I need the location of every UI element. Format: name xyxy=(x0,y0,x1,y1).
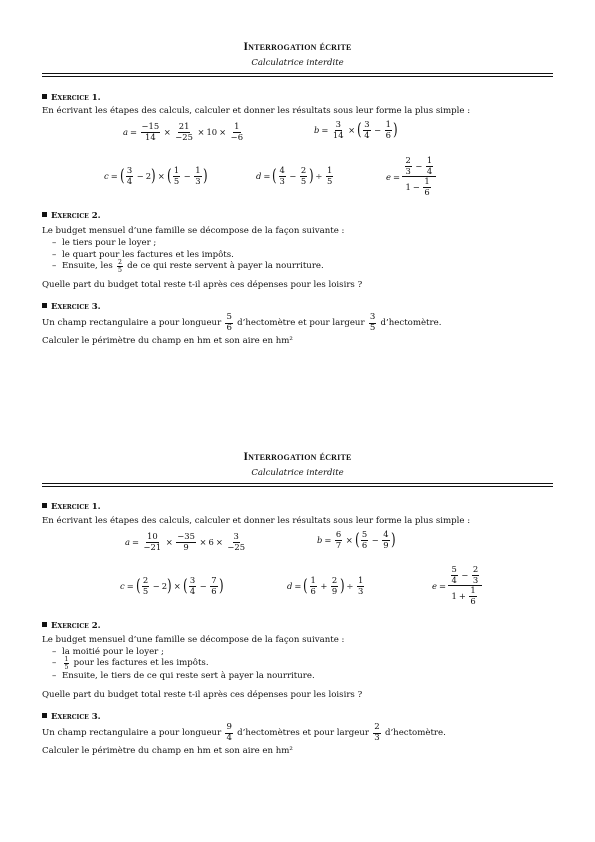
expression-c: c = ( $\frac{2}{5}$ − 2 ) × ( $\frac{3}{4}$ − $\frac{7}{6}$ ) xyxy=(120,575,224,596)
expression-b: b = $\frac{3}{14}$ × ( $\frac{3}{4}$ − $\frac{1}{6}$ ) xyxy=(314,119,399,140)
exercise-2-heading: Exercice 2. xyxy=(42,211,101,221)
page-subtitle: Calculatrice interdite xyxy=(251,468,344,478)
expression-e: e = $\frac{5}{4}$ − $\frac{2}{3}$ 1 + $\frac{1}{6}$ xyxy=(432,565,482,607)
exercise-3-statement: Un champ rectangulaire a pour longueur $\frac{5}{6}$ d’hectomètre et pour largeur $\frac{3}{5}$ d’hectomètre. xyxy=(42,312,442,333)
header-rule xyxy=(42,76,553,77)
exercise-2-intro: Le budget mensuel d’une famille se décompose de la façon suivante : xyxy=(42,226,345,236)
exercise-3-statement: Un champ rectangulaire a pour longueur $\frac{9}{4}$ d’hectomètres et pour largeur $\frac{2}{3}$ d’hectomètre. xyxy=(42,722,446,743)
expression-e: e = $\frac{2}{3}$ − $\frac{1}{4}$ 1 − $\frac{1}{6}$ xyxy=(386,156,436,198)
list-item: – Ensuite, le tiers de ce qui reste sert à payer la nourriture. xyxy=(52,671,315,681)
header-rule xyxy=(42,486,553,487)
exercise-3-heading: Exercice 3. xyxy=(42,712,101,722)
expression-d: d = ( $\frac{4}{3}$ − $\frac{2}{5}$ ) ÷ $\frac{1}{5}$ xyxy=(256,165,333,186)
page-title: Interrogation écrite xyxy=(243,41,352,53)
expression-a: a = $\frac{10}{-21}$ × $\frac{-35}{9}$ × 6 × $\frac{3}{-25}$ xyxy=(125,531,246,552)
exercise-1-heading: Exercice 1. xyxy=(42,502,101,512)
exercise-2-heading: Exercice 2. xyxy=(42,621,101,631)
exercise-3-question: Calculer le périmètre du champ en hm et son aire en hm² xyxy=(42,336,293,346)
exercise-1-instruction: En écrivant les étapes des calculs, calculer et donner les résultats sous leur forme la plus simple : xyxy=(42,106,471,116)
bullet-square-icon xyxy=(42,212,47,217)
header-rule xyxy=(42,73,553,74)
expression-c: c = ( $\frac{3}{4}$ − 2 ) × ( $\frac{1}{5}$ − $\frac{1}{3}$ ) xyxy=(104,165,208,186)
exercise-1-instruction: En écrivant les étapes des calculs, calculer et donner les résultats sous leur forme la plus simple : xyxy=(42,516,471,526)
expression-b: b = $\frac{6}{7}$ × ( $\frac{5}{6}$ − $\frac{4}{9}$ ) xyxy=(317,529,396,550)
bullet-square-icon xyxy=(42,713,47,718)
bullet-square-icon xyxy=(42,94,47,99)
header-rule xyxy=(42,483,553,484)
list-item: – $\frac{1}{5}$ pour les factures et les impôts. xyxy=(52,656,209,672)
exercise-2-question: Quelle part du budget total reste t-il après ces dépenses pour les loisirs ? xyxy=(42,280,363,290)
exercise-2-intro: Le budget mensuel d’une famille se décompose de la façon suivante : xyxy=(42,635,345,645)
bullet-square-icon xyxy=(42,303,47,308)
list-item: – Ensuite, les $\frac{2}{5}$ de ce qui reste servent à payer la nourriture. xyxy=(52,259,324,275)
quiz-sheet-2 xyxy=(0,411,595,832)
list-item: – le quart pour les factures et les impôts. xyxy=(52,250,234,260)
page-subtitle: Calculatrice interdite xyxy=(251,58,344,68)
list-item: – le tiers pour le loyer ; xyxy=(52,238,157,248)
list-item: – la moitié pour le loyer ; xyxy=(52,647,164,657)
exercise-3-question: Calculer le périmètre du champ en hm et son aire en hm² xyxy=(42,746,293,756)
bullet-square-icon xyxy=(42,503,47,508)
exercise-3-heading: Exercice 3. xyxy=(42,302,101,312)
expression-a: a = $\frac{-15}{14}$ × $\frac{21}{-25}$ × 10 × $\frac{1}{-6}$ xyxy=(123,121,244,142)
exercise-1-heading: Exercice 1. xyxy=(42,93,101,103)
page-title: Interrogation écrite xyxy=(243,451,352,463)
exercise-2-question: Quelle part du budget total reste t-il après ces dépenses pour les loisirs ? xyxy=(42,690,363,700)
bullet-square-icon xyxy=(42,622,47,627)
expression-d: d = ( $\frac{1}{6}$ + $\frac{2}{9}$ ) ÷ $\frac{1}{3}$ xyxy=(287,575,364,596)
